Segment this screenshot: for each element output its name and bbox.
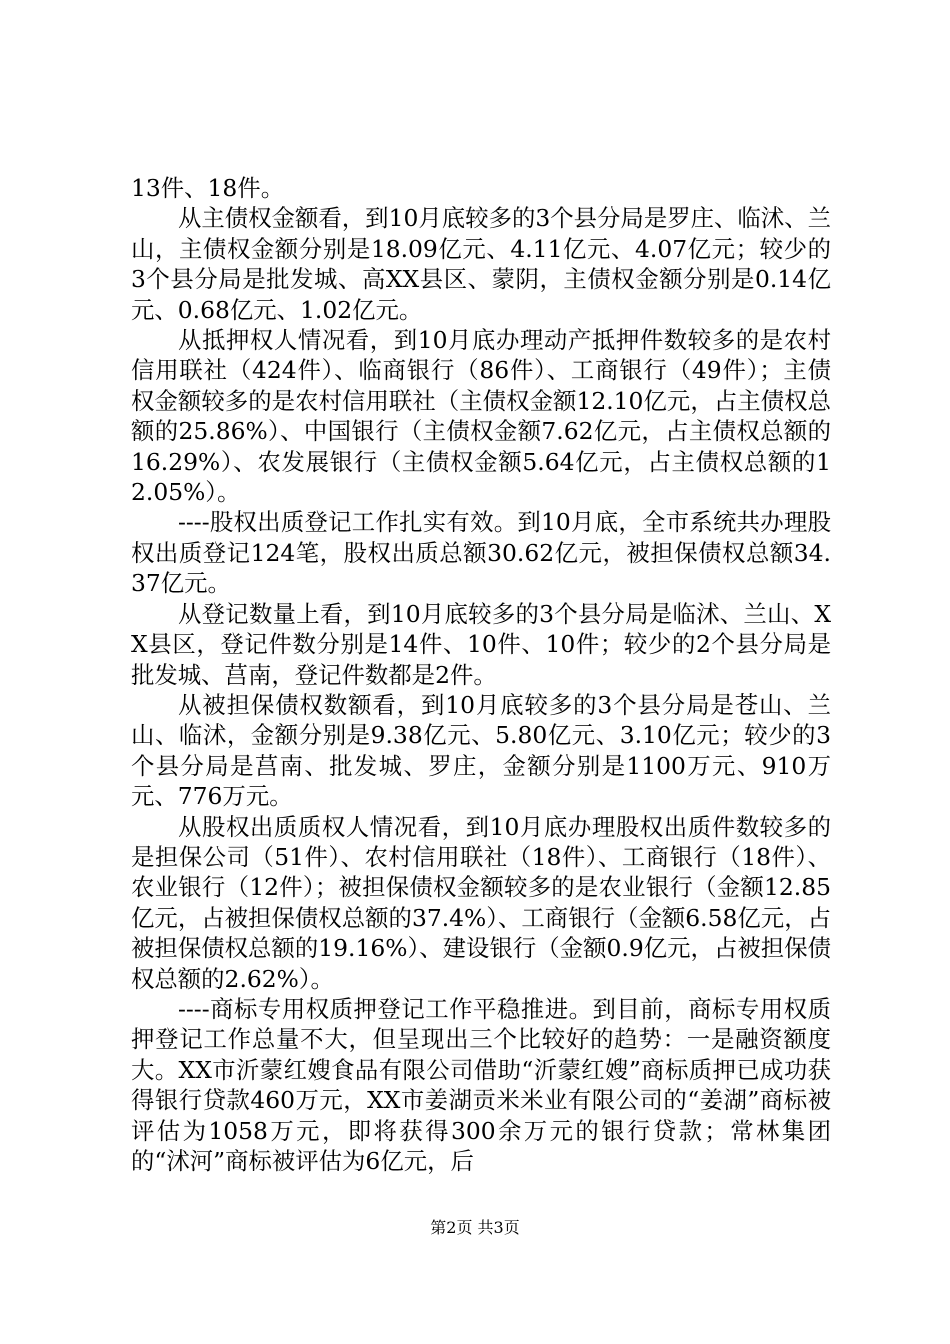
document-body <box>131 173 831 1176</box>
paragraph: 从主债权金额看，到10月底较多的3个县分局是罗庄、临沭、兰山，主债权金额分别是18.09亿元、4.11亿元、4.07亿元；较少的3个县分局是批发城、高XX县区、蒙阴，主债权金额分别是0.14亿元、0.68亿元、1.02亿元。 <box>131 204 831 324</box>
paragraph: 从抵押权人情况看，到10月底办理动产抵押件数较多的是农村信用联社（424件）、临商银行（86件）、工商银行（49件）；主债权金额较多的是农村信用联社（主债权金额12.10亿元，占主债权总额的25.86%）、中国银行（主债权金额7.62亿元，占主债权总额的16.29%）、农发展银行（主债权金额5.64亿元，占主债权总额的12.05%）。 <box>131 326 831 507</box>
paragraph: 从登记数量上看，到10月底较多的3个县分局是临沭、兰山、XX县区，登记件数分别是14件、10件、10件；较少的2个县分局是批发城、莒南，登记件数都是2件。 <box>131 599 831 689</box>
paragraph: ----股权出质登记工作扎实有效。到10月底，全市系统共办理股权出质登记124笔，股权出质总额30.62亿元，被担保债权总额34.37亿元。 <box>131 508 831 598</box>
paragraph: 13件、18件。 <box>131 174 285 202</box>
paragraph: 从股权出质质权人情况看，到10月底办理股权出质件数较多的是担保公司（51件）、农村信用联社（18件）、工商银行（18件）、农业银行（12件）；被担保债权金额较多的是农业银行（金额12.85亿元，占被担保债权总额的37.4%）、工商银行（金额6.58亿元，占被担保债权总额的19.16%）、建设银行（金额0.9亿元，占被担保债权总额的2.62%）。 <box>131 812 831 993</box>
page-footer <box>0 1218 950 1238</box>
page-number-label: 第2页 共3页 <box>430 1218 520 1237</box>
paragraph: 从被担保债权数额看，到10月底较多的3个县分局是苍山、兰山、临沭，金额分别是9.38亿元、5.80亿元、3.10亿元；较少的3个县分局是莒南、批发城、罗庄，金额分别是1100万元、910万元、776万元。 <box>131 690 831 811</box>
paragraph: ----商标专用权质押登记工作平稳推进。到目前，商标专用权质押登记工作总量不大，但呈现出三个比较好的趋势：一是融资额度大。XX市沂蒙红嫂食品有限公司借助“沂蒙红嫂”商标质押已成功获得银行贷款460万元，XX市姜湖贡米米业有限公司的“姜湖”商标被评估为1058万元，即将获得300余万元的银行贷款；常林集团的“沭河”商标被评估为6亿元，后 <box>131 994 831 1175</box>
